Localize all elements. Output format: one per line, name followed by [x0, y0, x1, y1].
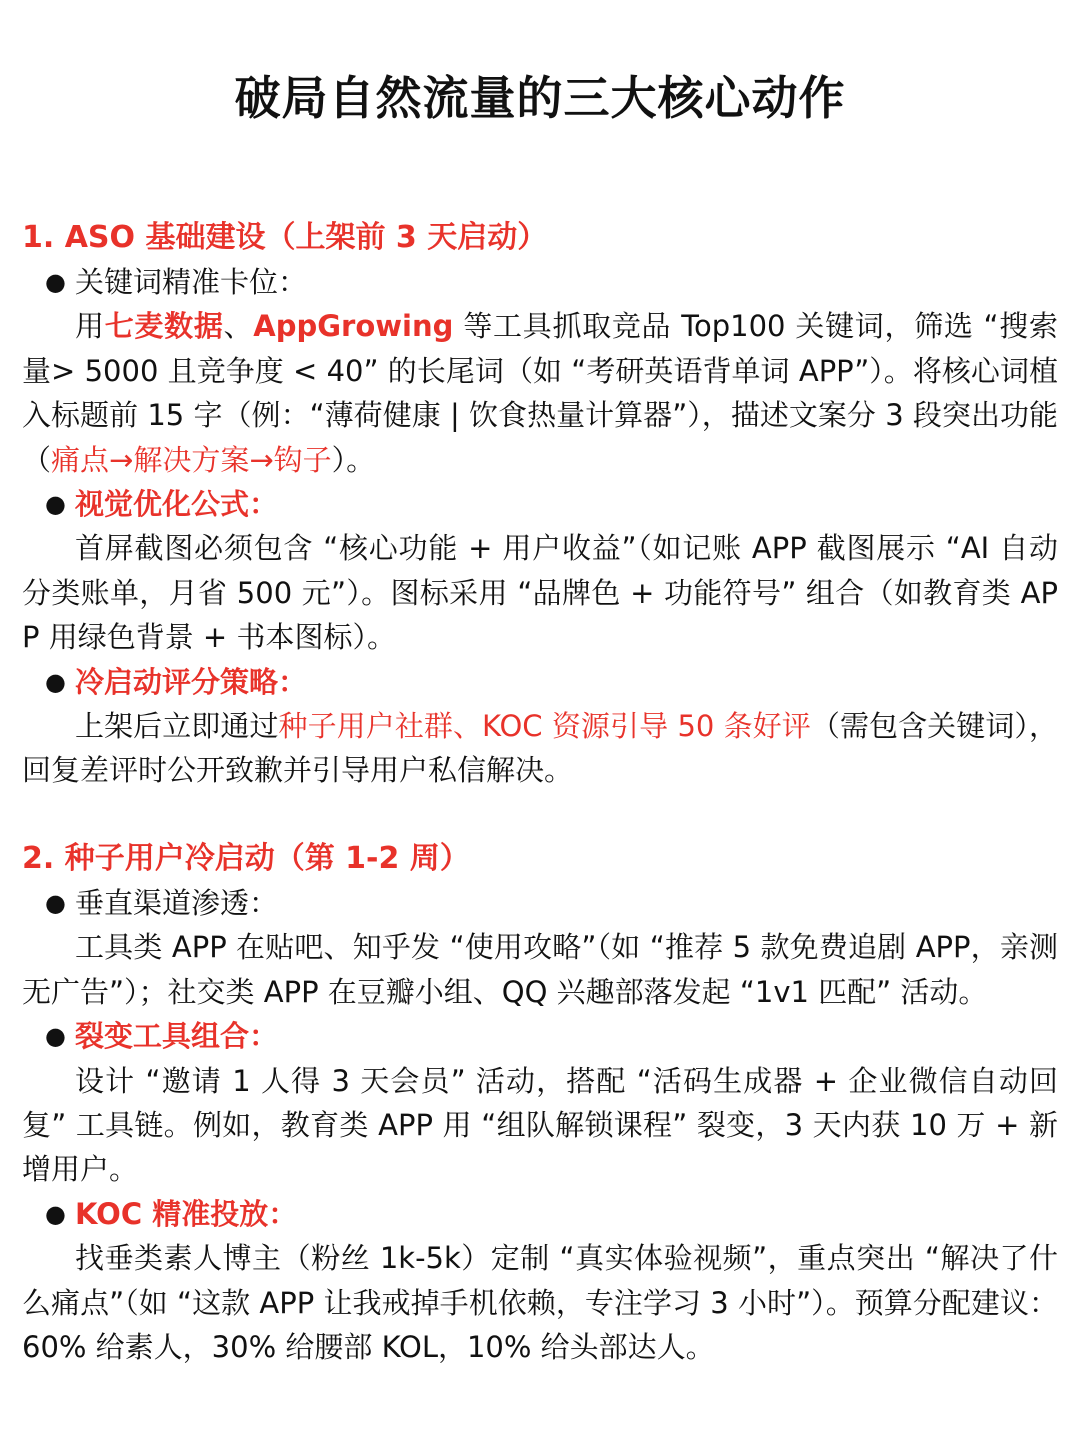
bullet-paragraph: 首屏截图必须包含 “核心功能 + 用户收益”（如记账 APP 截图展示 “AI 自动分类账单，月省 500 元”）。图标采用 “品牌色 + 功能符号” 组合（如教育类 APP 用绿色背景 + 书本图标）。 [22, 531, 1058, 655]
page-title: 破局自然流量的三大核心动作 [234, 71, 846, 125]
section-heading: 1. ASO 基础建设（上架前 3 天启动） [22, 220, 548, 255]
bullet-keyword [22, 260, 1058, 304]
bullet-paragraph: 设计 “邀请 1 人得 3 天会员” 活动，搭配 “活码生成器 + 企业微信自动回复” 工具链。例如，教育类 APP 用 “组队解锁课程” 裂变，3 天内获 10 万 + 新增用户。 [22, 1063, 1058, 1187]
bullet-title: 冷启动评分策略： [75, 664, 308, 699]
section-aso [22, 216, 1058, 793]
bullet-paragraph [22, 704, 1058, 793]
text-run: 、 [223, 309, 254, 344]
section-heading: 2. 种子用户冷启动（第 1-2 周） [22, 840, 470, 876]
bullet-dot-icon: ● [45, 888, 66, 917]
highlight-text: 七麦数据 [104, 309, 224, 344]
highlight-text: 痛点→解决方案→钩子 [51, 442, 332, 477]
bullet-rating [22, 660, 1058, 704]
bullet-paragraph [22, 304, 1058, 482]
bullet-title: 视觉优化公式： [75, 487, 279, 522]
text-run: 用 [75, 309, 105, 344]
bullet-paragraph: 工具类 APP 在贴吧、知乎发 “使用攻略”（如 “推荐 5 款免费追剧 APP，亲测无广告”）；社交类 APP 在豆瓣小组、QQ 兴趣部落发起 “1v1 匹配” 活动。 [22, 930, 1058, 1009]
bullet-dot-icon: ● [45, 268, 66, 296]
bullet-vertical-channels [22, 881, 1058, 925]
bullet-title: 关键词精准卡位： [75, 265, 308, 299]
article-body [0, 216, 1080, 1369]
bullet-fission-tools [22, 1014, 1058, 1058]
bullet-visual [22, 482, 1058, 526]
bullet-koc [22, 1192, 1058, 1236]
bullet-dot-icon: ● [45, 1022, 66, 1051]
bullet-title: KOC 精准投放： [75, 1196, 298, 1231]
text-run: ）。 [331, 442, 376, 477]
bullet-paragraph: 找垂类素人博主（粉丝 1k-5k）定制 “真实体验视频”，重点突出 “解决了什么痛点”（如 “这款 APP 让我戒掉手机依赖，专注学习 3 小时”）。预算分配建议：60% 给素人，30% 给腰部 KOL，10% 给头部达人。 [22, 1241, 1058, 1364]
highlight-text: 种子用户社群、KOC 资源引导 50 条好评 [278, 709, 811, 744]
section-seed-users [22, 837, 1058, 1369]
bullet-title: 垂直渠道渗透： [75, 885, 279, 920]
bullet-dot-icon: ● [45, 490, 66, 519]
bullet-dot-icon: ● [45, 1199, 66, 1228]
bullet-dot-icon: ● [45, 667, 66, 696]
text-run: 等工具抓取竞品 Top100 关键词，筛选 “搜索量> 5000 且竞争度 < 40” 的长尾词（如 “考研英语背单词 APP”）。将核心词植入标题前 15 字（例：“薄荷健康 | 饮食热量计算器”），描述文案分 3 段突出功能（ [22, 309, 1058, 477]
highlight-text: AppGrowing [253, 309, 454, 344]
text-run: （需包含关键词），回复差评时公开致歉并引导用户私信解决。 [22, 709, 1058, 788]
text-run: 上架后立即通过 [75, 709, 279, 744]
bullet-title: 裂变工具组合： [75, 1019, 279, 1054]
